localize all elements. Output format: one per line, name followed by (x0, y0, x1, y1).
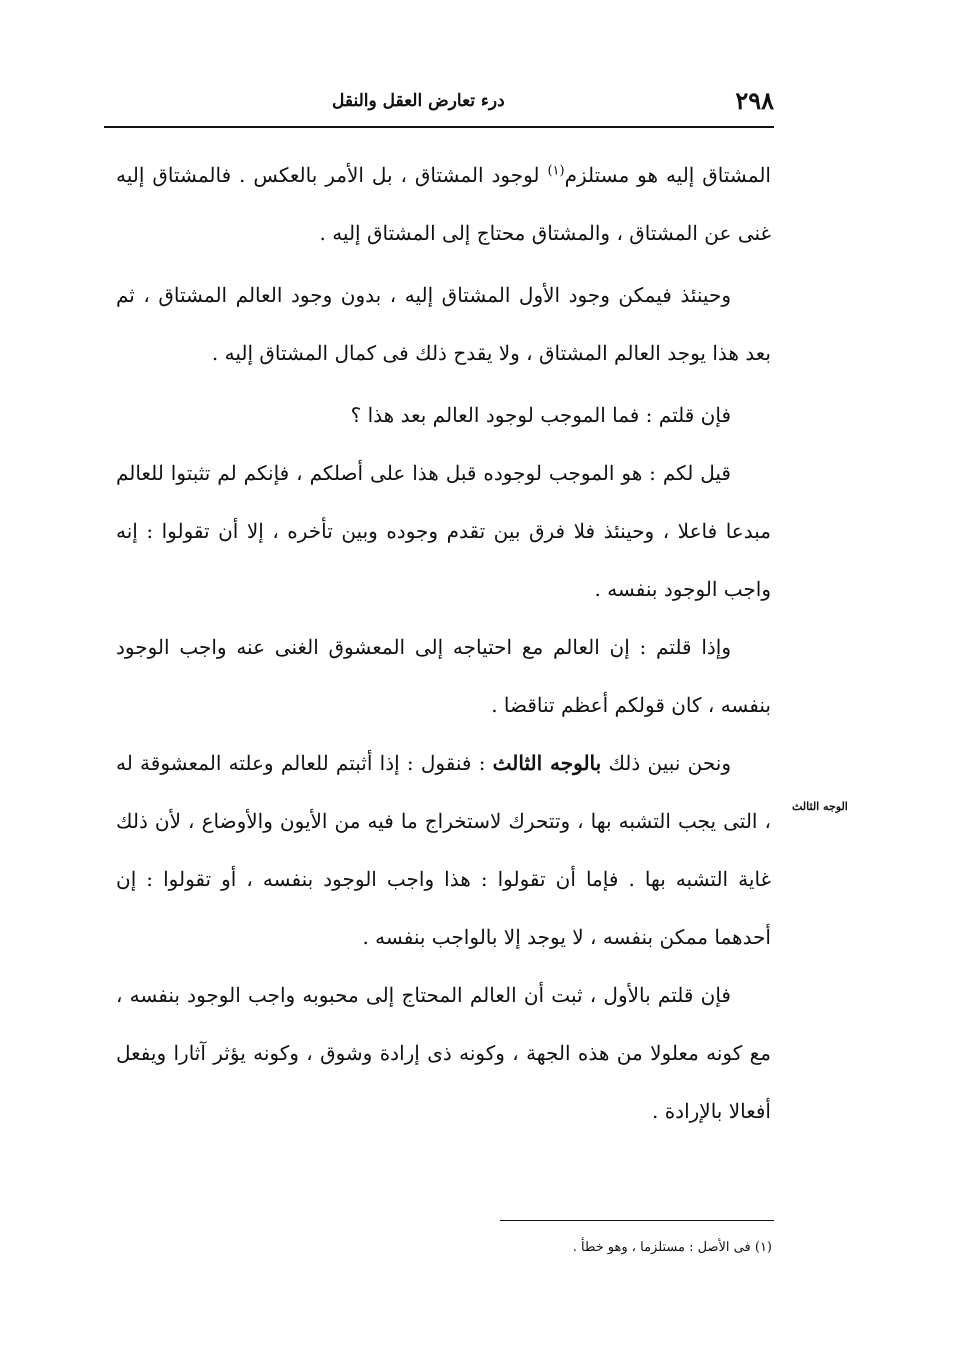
running-title: درء تعارض العقل والنقل (332, 91, 505, 111)
main-text (116, 146, 771, 1140)
footnote-rule (500, 1220, 774, 1221)
page-header (104, 86, 774, 120)
paragraph-6-start: ونحن نبين ذلك (601, 751, 731, 775)
header-rule (104, 126, 774, 128)
third-aspect-term: بالوجه الثالث (492, 751, 602, 775)
margin-note: الوجه الثالث (792, 800, 848, 813)
footnote: (١) فى الأصل : مستلزما ، وهو خطأ . (572, 1240, 772, 1255)
paragraph-6-rest: : فنقول : إذا أثبتم للعالم وعلته المعشوقة له ، التى يجب التشبه بها ، وتتحرك لاستخراج ما فيه من الأيون والأوضاع ، لأن ذلك غاية التشبه بها . فإما أن تقولوا : هذا واجب الوجود بنفسه ، أو تقولوا : إن أحدهما ممكن بنفسه ، لا يوجد إلا بالواجب بنفسه . (116, 751, 771, 949)
paragraph-1-end: لوجود المشتاق ، بل الأمر بالعكس . فالمشتاق إليه غنى عن المشتاق ، والمشتاق محتاج إلى المشتاق إليه . (116, 163, 771, 245)
page-number: ٢٩٨ (735, 86, 774, 115)
paragraph-3: فإن قلتم : فما الموجب لوجود العالم بعد هذا ؟ (350, 403, 731, 427)
paragraph-2: وحينئذ فيمكن وجود الأول المشتاق إليه ، بدون وجود العالم المشتاق ، ثم بعد هذا يوجد العالم المشتاق ، ولا يقدح ذلك فى كمال المشتاق إليه . (116, 283, 771, 365)
footnote-reference[interactable]: (١) (547, 163, 565, 179)
paragraph-1-start: المشتاق إليه هو مستلزم (564, 163, 771, 187)
paragraph-4: قيل لكم : هو الموجب لوجوده قبل هذا على أصلكم ، فإنكم لم تثبتوا للعالم مبدعا فاعلا ، وحينئذ فلا فرق بين تقدم وجوده وبين تأخره ، إلا أن تقولوا : إنه واجب الوجود بنفسه . (116, 461, 771, 601)
paragraph-7: فإن قلتم بالأول ، ثبت أن العالم المحتاج إلى محبوبه واجب الوجود بنفسه ، مع كونه معلولا من هذه الجهة ، وكونه ذى إرادة وشوق ، وكونه يؤثر آثارا ويفعل أفعالا بالإرادة . (116, 983, 771, 1123)
paragraph-5: وإذا قلتم : إن العالم مع احتياجه إلى المعشوق الغنى عنه واجب الوجود بنفسه ، كان قولكم أعظم تناقضا . (116, 635, 771, 717)
paragraph-1 (116, 146, 771, 262)
paragraph-6 (116, 734, 771, 966)
